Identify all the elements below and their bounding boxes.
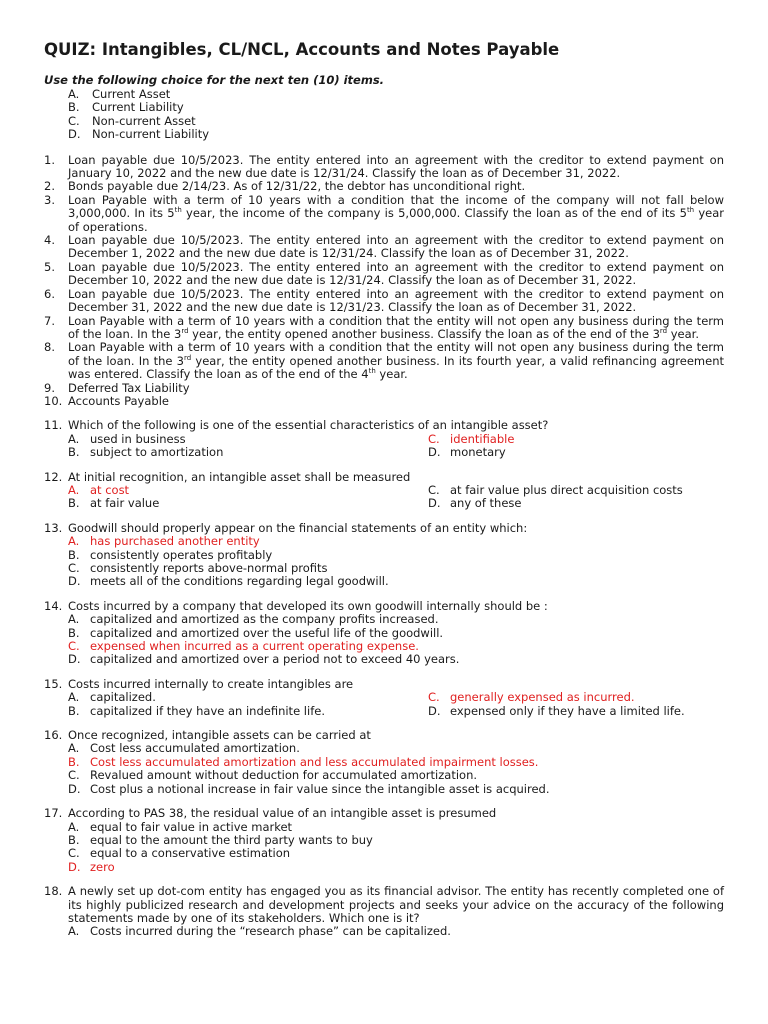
- question-block: [44, 678, 724, 718]
- option-text: used in business: [90, 431, 186, 446]
- question-stem: [44, 678, 724, 691]
- option-text: equal to a conservative estimation: [90, 846, 291, 861]
- answer-option: [68, 705, 428, 718]
- quiz-item: [44, 341, 724, 381]
- item-text: Loan Payable with a term of 10 years with a condition that the income of the company will not fall below 3,000,000. In its 5th year, the income of the company is 5,000,000. Classify the loan as of the end of its 5th year of operations.: [68, 192, 725, 234]
- option-letter: A.: [68, 741, 80, 756]
- option-text: capitalized and amortized over a period not to exceed 40 years.: [90, 652, 460, 667]
- question-stem: [44, 471, 724, 484]
- answer-options: [44, 925, 724, 938]
- correct-answer-option: [68, 861, 724, 874]
- option-letter: B.: [68, 547, 80, 562]
- option-letter: A.: [68, 482, 80, 497]
- correct-answer-option: [68, 640, 724, 653]
- option-letter: D.: [68, 859, 81, 874]
- option-letter: D.: [428, 445, 441, 460]
- answer-option: [68, 783, 724, 796]
- answer-option: [68, 575, 724, 588]
- choice-letter: D.: [68, 127, 81, 142]
- question-number: 14.: [44, 598, 63, 613]
- option-letter: A.: [68, 924, 80, 939]
- question-text: Which of the following is one of the essential characteristics of an intangible asset?: [68, 418, 549, 433]
- answer-option: [68, 446, 428, 459]
- answer-option: [68, 847, 724, 860]
- option-text: meets all of the conditions regarding legal goodwill.: [90, 574, 389, 589]
- correct-answer-option: [68, 535, 724, 548]
- option-text: identifiable: [450, 431, 515, 446]
- answer-option: [428, 497, 724, 510]
- item-text: Loan payable due 10/5/2023. The entity entered into an agreement with the creditor to extend payment on January 10, 2022 and the new due date is 12/31/24. Classify the loan as of December 31, 2022.: [68, 152, 724, 181]
- choice-option: [44, 101, 724, 114]
- question-block: [44, 885, 724, 939]
- option-letter: B.: [68, 625, 80, 640]
- quiz-item: [44, 315, 724, 342]
- option-text: Cost less accumulated amortization and less accumulated impairment losses.: [90, 754, 539, 769]
- option-text: at cost: [90, 482, 130, 497]
- answer-options: [44, 535, 724, 589]
- answer-option: [68, 742, 724, 755]
- option-text: expensed when incurred as a current operating expense.: [90, 639, 419, 654]
- question-block: [44, 807, 724, 874]
- question-number: 12.: [44, 469, 63, 484]
- option-letter: D.: [68, 574, 81, 589]
- question-number: 11.: [44, 418, 63, 433]
- question-text: Goodwill should properly appear on the financial statements of an entity which:: [68, 520, 528, 535]
- quiz-item: [44, 180, 724, 193]
- question-number: 16.: [44, 728, 63, 743]
- option-letter: B.: [68, 832, 80, 847]
- option-letter: D.: [428, 496, 441, 511]
- option-letter: C.: [68, 639, 80, 654]
- option-letter: C.: [428, 690, 440, 705]
- answer-option: [428, 446, 724, 459]
- question-number: 13.: [44, 520, 63, 535]
- item-number: 1.: [44, 152, 55, 167]
- option-text: any of these: [450, 496, 522, 511]
- option-letter: A.: [68, 431, 80, 446]
- option-text: Revalued amount without deduction for accumulated amortization.: [90, 768, 478, 783]
- answer-option: [68, 653, 724, 666]
- question-block: [44, 729, 724, 796]
- option-text: subject to amortization: [90, 445, 224, 460]
- item-number: 10.: [44, 393, 63, 408]
- option-text: equal to the amount the third party wants to buy: [90, 832, 373, 847]
- option-text: capitalized if they have an indefinite life.: [90, 703, 325, 718]
- option-text: generally expensed as incurred.: [450, 690, 635, 705]
- item-number: 5.: [44, 259, 55, 274]
- option-letter: C.: [428, 482, 440, 497]
- question-block: [44, 600, 724, 667]
- option-letter: B.: [68, 445, 80, 460]
- item-number: 2.: [44, 179, 55, 194]
- option-text: capitalized and amortized as the company profits increased.: [90, 612, 439, 627]
- option-letter: B.: [68, 703, 80, 718]
- answer-options: [44, 821, 724, 875]
- question-list: [44, 419, 724, 938]
- option-text: at fair value: [90, 496, 160, 511]
- answer-option: [68, 691, 428, 704]
- answer-option: [428, 484, 724, 497]
- option-text: expensed only if they have a limited life.: [450, 703, 685, 718]
- option-text: consistently reports above-normal profits: [90, 561, 328, 575]
- option-text: consistently operates profitably: [90, 547, 273, 562]
- option-letter: A.: [68, 819, 80, 834]
- item-number: 3.: [44, 192, 55, 207]
- option-letter: A.: [68, 690, 80, 705]
- answer-option: [68, 562, 724, 575]
- choice-text: Non-current Liability: [92, 127, 210, 142]
- question-stem: [44, 522, 724, 535]
- item-text: Loan payable due 10/5/2023. The entity entered into an agreement with the creditor to extend payment on December 1, 2022 and the new due date is 12/31/24. Classify the loan as of December 31, 2022.: [68, 233, 724, 261]
- question-stem: [44, 600, 724, 613]
- option-text: at fair value plus direct acquisition costs: [450, 482, 683, 497]
- item-number: 8.: [44, 340, 55, 355]
- quiz-item: [44, 194, 724, 234]
- answer-option: [428, 705, 724, 718]
- item-text: Deferred Tax Liability: [68, 380, 190, 395]
- question-text: Once recognized, intangible assets can be carried at: [68, 728, 371, 743]
- option-letter: D.: [68, 781, 81, 796]
- item-text: Loan Payable with a term of 10 years with a condition that the entity will not open any business during the term of the loan. In the 3rd year, the entity opened another business. In its fourth year, a valid refinancing agreement was entered. Classify the loan as of the end of the 4th year.: [68, 340, 724, 382]
- question-number: 17.: [44, 806, 63, 821]
- instruction: Use the following choice for the next ten (10) items.: [44, 73, 385, 87]
- item-text: Loan payable due 10/5/2023. The entity entered into an agreement with the creditor to extend payment on December 31, 2022 and the new due date is 12/31/23. Classify the loan as of December 31, 2022.: [68, 286, 724, 315]
- correct-answer-option: [428, 433, 724, 446]
- quiz-item: [44, 395, 724, 408]
- choice-letter: A.: [68, 87, 80, 101]
- answer-option: [68, 497, 428, 510]
- option-text: capitalized and amortized over the useful life of the goodwill.: [90, 625, 444, 640]
- item-list: [44, 154, 724, 409]
- answer-option: [68, 925, 724, 938]
- option-letter: B.: [68, 496, 80, 511]
- option-text: Cost less accumulated amortization.: [90, 741, 300, 756]
- option-letter: D.: [68, 652, 81, 667]
- answer-option: [68, 549, 724, 562]
- quiz-item: [44, 154, 724, 181]
- option-letter: B.: [68, 754, 80, 769]
- answer-option: [68, 613, 724, 626]
- answer-options: [44, 484, 724, 511]
- question-text: A newly set up dot-com entity has engaged you as its financial advisor. The entity has recently completed one of its highly publicized research and development projects and seeks your advice on the accuracy of the following statements made by one of its stakeholders. Which one is it?: [68, 884, 724, 925]
- correct-answer-option: [428, 691, 724, 704]
- item-text: Loan Payable with a term of 10 years with a condition that the entity will not open any business during the term of the loan. In the 3rd year, the entity opened another business. Classify the loan as of the end of the 3rd year.: [68, 313, 724, 341]
- item-number: 7.: [44, 313, 55, 328]
- page-title: QUIZ: Intangibles, CL/NCL, Accounts and Notes Payable: [44, 40, 560, 59]
- option-text: Costs incurred during the “research phase” can be capitalized.: [90, 924, 451, 939]
- question-number: 15.: [44, 676, 63, 691]
- question-stem: [44, 885, 724, 925]
- choice-letter: C.: [68, 113, 80, 128]
- choice-text: Current Asset: [92, 87, 171, 101]
- choice-letter: B.: [68, 100, 80, 115]
- question-text: Costs incurred internally to create intangibles are: [68, 676, 354, 691]
- answer-option: [68, 834, 724, 847]
- item-text: Bonds payable due 2/14/23. As of 12/31/22, the debtor has unconditional right.: [68, 179, 526, 194]
- choice-text: Non-current Asset: [92, 113, 196, 128]
- answer-option: [68, 433, 428, 446]
- answer-options: [44, 613, 724, 667]
- choice-option: [44, 115, 724, 128]
- option-letter: A.: [68, 534, 80, 549]
- item-text: Accounts Payable: [68, 393, 169, 408]
- quiz-item: [44, 382, 724, 395]
- answer-options: [44, 691, 724, 718]
- option-letter: C.: [68, 768, 80, 783]
- question-text: Costs incurred by a company that developed its own goodwill internally should be :: [68, 598, 548, 613]
- item-number: 6.: [44, 286, 55, 301]
- option-text: Cost plus a notional increase in fair value since the intangible asset is acquired.: [90, 781, 550, 796]
- answer-option: [68, 627, 724, 640]
- correct-answer-option: [68, 756, 724, 769]
- question-text: At initial recognition, an intangible asset shall be measured: [68, 469, 411, 484]
- quiz-item: [44, 261, 724, 288]
- answer-options: [44, 433, 724, 460]
- quiz-item: [44, 288, 724, 315]
- item-text: Loan payable due 10/5/2023. The entity entered into an agreement with the creditor to extend payment on December 10, 2022 and the new due date is 12/31/24. Classify the loan as of December 31, 2022.: [68, 259, 724, 288]
- option-text: has purchased another entity: [90, 534, 260, 549]
- option-letter: A.: [68, 612, 80, 627]
- choice-text: Current Liability: [92, 100, 184, 115]
- answer-options: [44, 742, 724, 796]
- question-block: [44, 522, 724, 589]
- option-letter: D.: [428, 703, 441, 718]
- question-stem: [44, 729, 724, 742]
- option-letter: C.: [68, 846, 80, 861]
- answer-option: [68, 821, 724, 834]
- option-text: equal to fair value in active market: [90, 819, 293, 834]
- correct-answer-option: [68, 484, 428, 497]
- choice-option: [44, 128, 724, 141]
- option-text: zero: [90, 859, 115, 874]
- question-number: 18.: [44, 884, 63, 899]
- quiz-item: [44, 234, 724, 261]
- choice-option: [44, 88, 724, 101]
- choice-legend: [44, 88, 724, 142]
- option-text: capitalized.: [90, 690, 156, 705]
- question-stem: [44, 807, 724, 820]
- question-block: [44, 471, 724, 511]
- answer-option: [68, 769, 724, 782]
- option-text: monetary: [450, 445, 506, 460]
- item-number: 9.: [44, 380, 55, 395]
- question-block: [44, 419, 724, 459]
- option-letter: C.: [428, 431, 440, 446]
- question-stem: [44, 419, 724, 432]
- item-number: 4.: [44, 233, 55, 248]
- option-letter: C.: [68, 561, 80, 575]
- question-text: According to PAS 38, the residual value of an intangible asset is presumed: [68, 806, 497, 821]
